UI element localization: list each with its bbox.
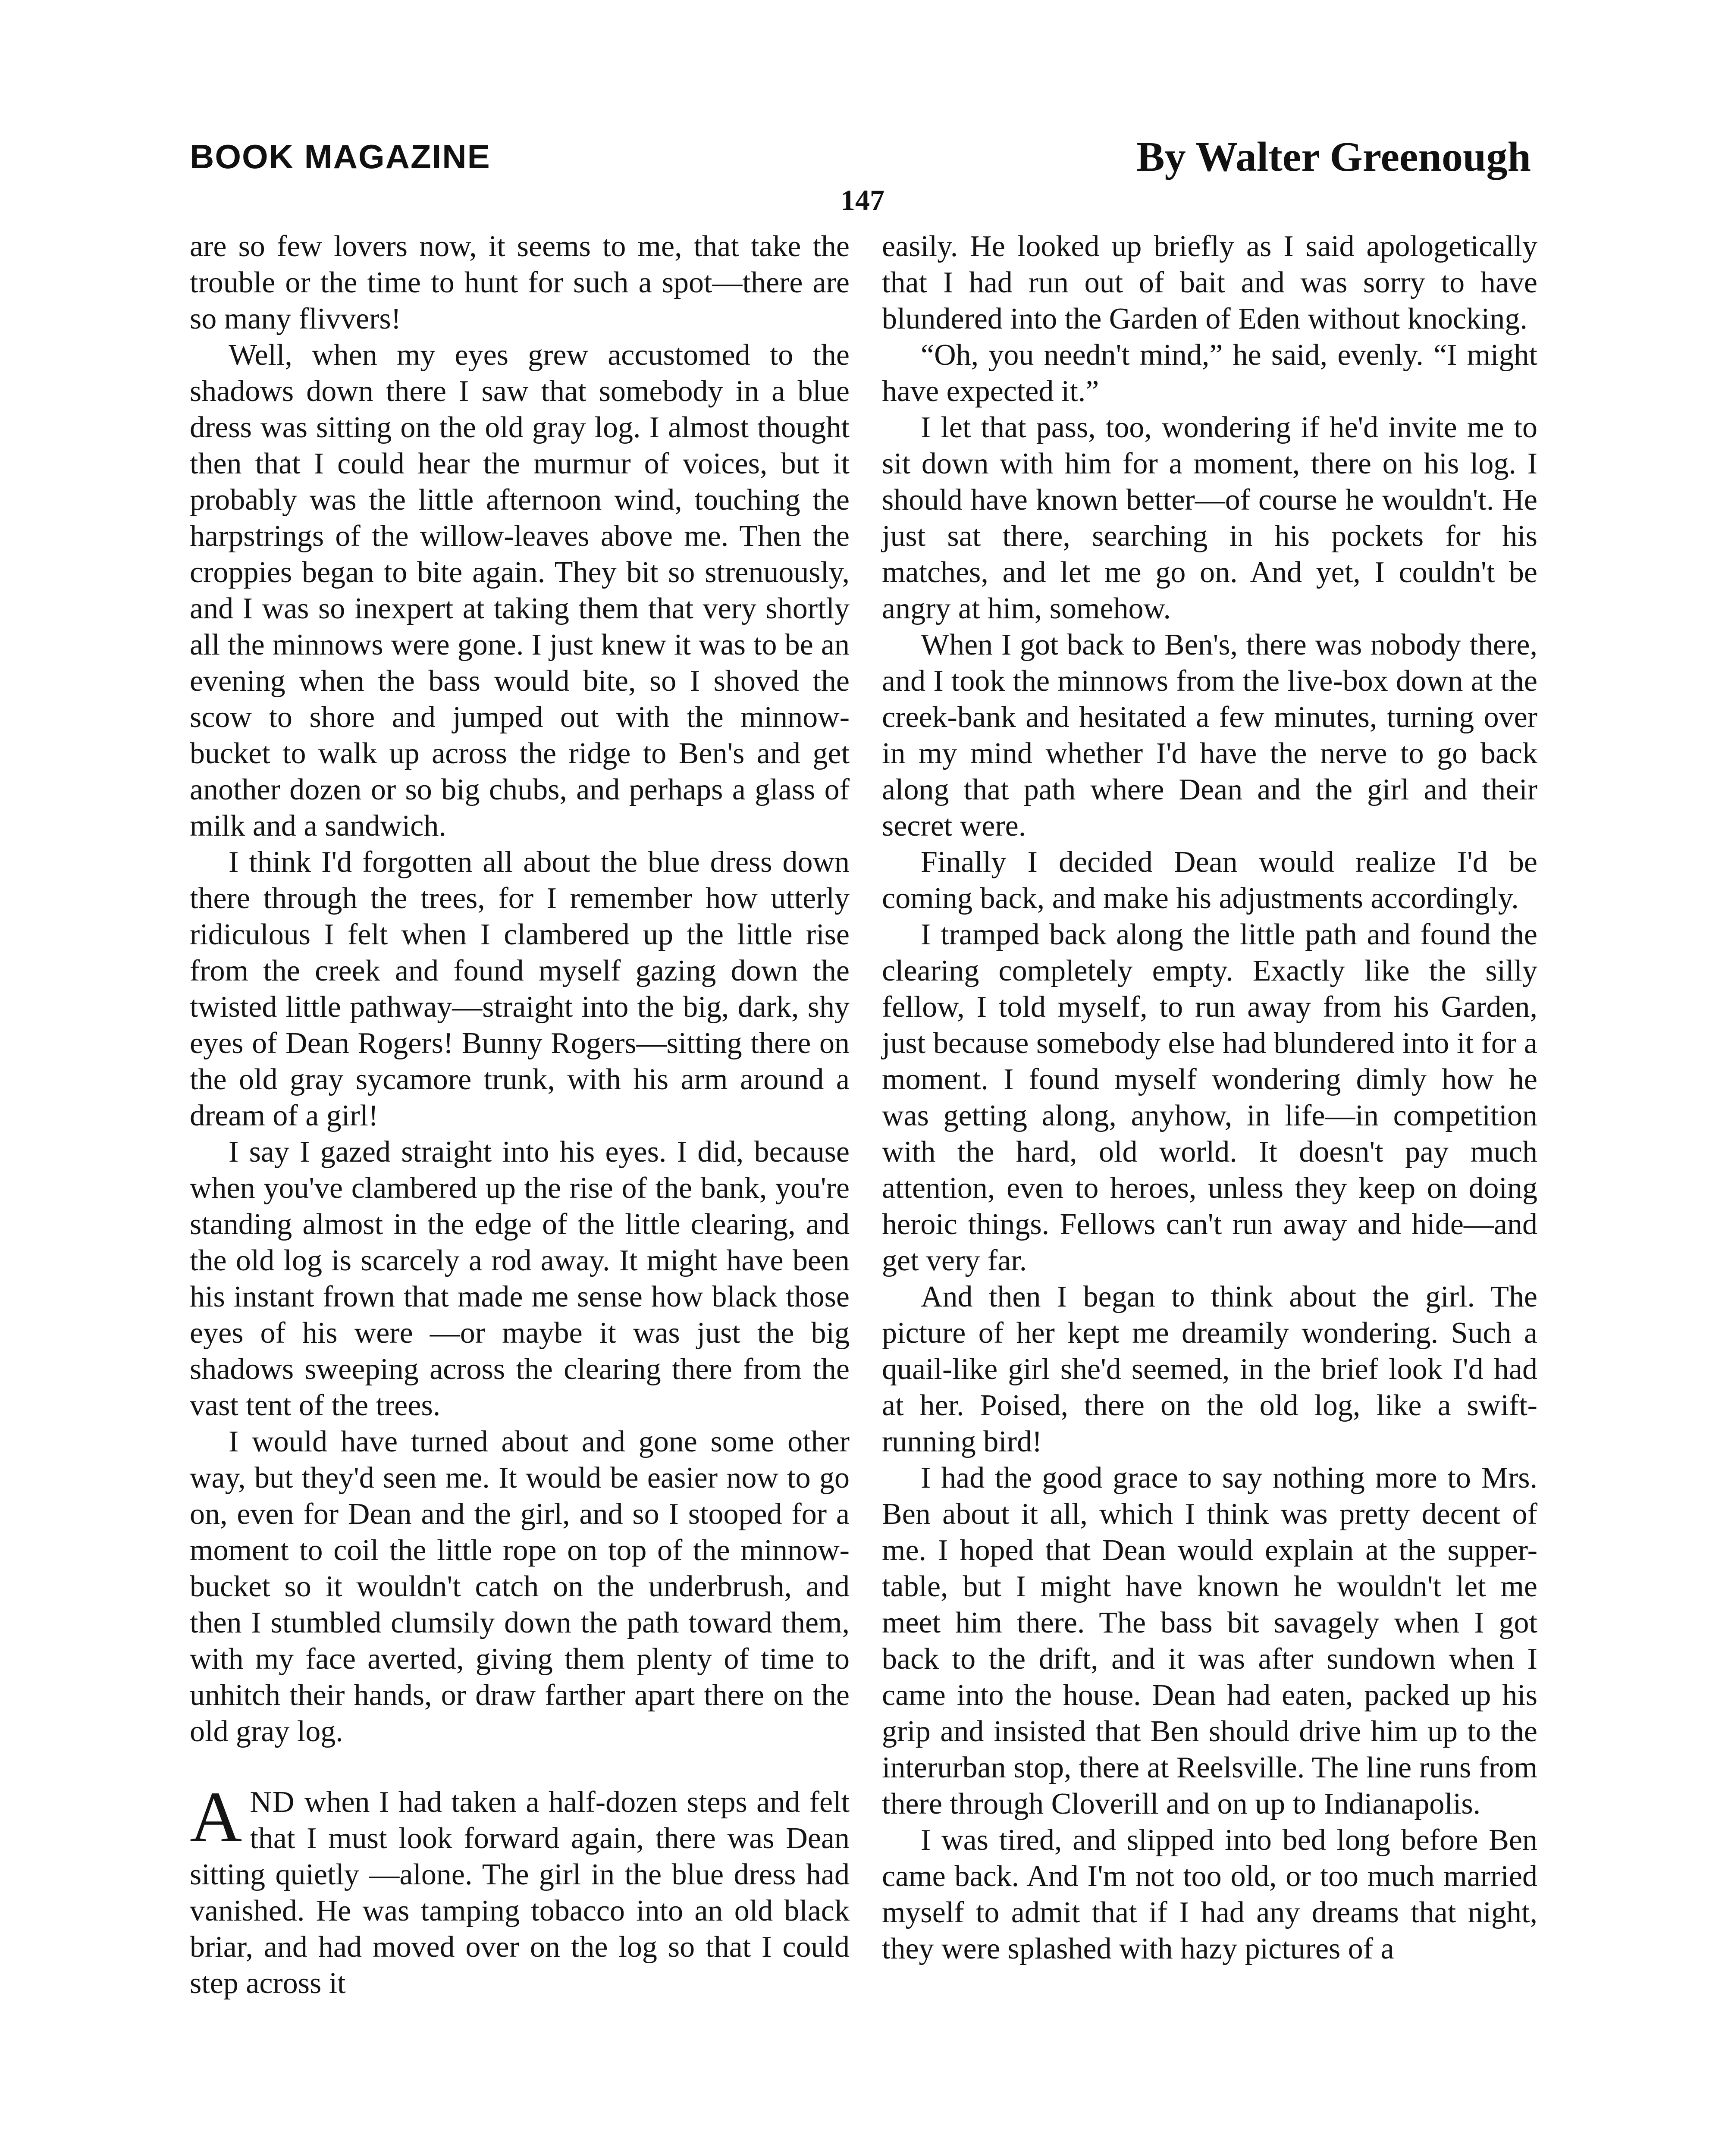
paragraph: I think I'd forgotten all about the blue dress down there through the trees, for I remember how utterly ridiculous I felt when I clambered up the little rise from the creek and found myself gazing down the twisted little pathway—straight into the big, dark, shy eyes of Dean Rogers! Bunny Rogers—sitting there on the old gray sycamore trunk, with his arm around a dream of a girl! [190,846,850,1132]
paragraph: I would have turned about and gone some other way, but they'd seen me. It would be easier now to go on, even for Dean and the girl, and so I stooped for a moment to coil the little rope on top of the minnow-bucket so it wouldn't catch on the underbrush, and then I stumbled clumsily down the path toward them, with my face averted, giving them plenty of time to unhitch their hands, or draw farther apart there on the old gray log. [190,1425,850,1748]
paragraph: I let that pass, too, wondering if he'd invite me to sit down with him for a moment, there on his log. I should have known better—of course he wouldn't. He just sat there, searching in his pockets for his matches, and let me go on. And yet, I couldn't be angry at him, somehow. [882,411,1537,625]
drop-cap: A [190,1777,242,1857]
paragraph: When I got back to Ben's, there was nobody there, and I took the minnows from the live-box down at the creek-bank and hesitated a few minutes, turning over in my mind whether I'd have the nerve to go back along that path where Dean and the girl and their secret were. [882,628,1537,843]
paragraph: easily. He looked up briefly as I said apologetically that I had run out of bait and was sorry to have blundered into the Garden of Eden without knocking. [882,230,1537,335]
paragraph: And then I began to think about the girl. The picture of her kept me dreamily wondering. Such a quail-like girl she'd seemed, in the brief look I'd had at her. Poised, there on the old log, like a swift-running bird! [882,1280,1537,1458]
paragraph: I had the good grace to say nothing more to Mrs. Ben about it all, which I think was pretty decent of me. I hoped that Dean would explain at the supper-table, but I might have known he wouldn't let me meet him there. The bass bit savagely when I got back to the drift, and it was after sundown when I came into the house. Dean had eaten, packed up his grip and insisted that Ben should drive him up to the interurban stop, there at Reelsville. The line runs from there through Cloverill and on up to Indianapolis. [882,1461,1537,1821]
lead-in: ND [250,1786,295,1819]
paragraph: “Oh, you needn't mind,” he said, evenly. “I might have expected it.” [882,338,1537,408]
author-byline: By Walter Greenough [1136,134,1531,180]
page-number: 147 [841,184,884,216]
paragraph: I say I gazed straight into his eyes. I did, because when you've clambered up the rise of the bank, you're standing almost in the edge of the little clearing, and the old log is scarcely a rod away. It might have been his instant frown that made me sense how black those eyes of his were —or maybe it was just the big shadows sweeping across the clearing there from the vast tent of the trees. [190,1135,850,1422]
left-column [190,229,850,2002]
section-text: when I had taken a half-dozen steps and felt that I must look forward again, there was Dean sitting quietly —alone. The girl in the blue dress had vanished. He was tamping tobacco into an old black briar, and had moved over on the log so that I could step across it [190,1786,850,2000]
paragraph: I tramped back along the little path and found the clearing completely empty. Exactly like the silly fellow, I told myself, to run away from his Garden, just because somebody else had blundered into it for a moment. I found myself wondering dimly how he was getting along, anyhow, in life—in competition with the hard, old world. It doesn't pay much attention, even to heroes, unless they keep on doing heroic things. Fellows can't run away and hide—and get very far. [882,918,1537,1277]
paragraph: I was tired, and slipped into bed long before Ben came back. And I'm not too old, or too much married myself to admit that if I had any dreams that night, they were splashed with hazy pictures of a [882,1824,1537,1965]
magazine-title: BOOK MAGAZINE [190,138,491,175]
running-head [190,134,1531,185]
paragraph: Finally I decided Dean would realize I'd be coming back, and make his adjustments accordingly. [882,846,1537,915]
paragraph: Well, when my eyes grew accustomed to the shadows down there I saw that somebody in a blue dress was sitting on the old gray log. I almost thought then that I could hear the murmur of voices, but it probably was the little afternoon wind, touching the harpstrings of the willow-leaves above me. Then the croppies began to bite again. They bit so strenuously, and I was so inexpert at taking them that very shortly all the minnows were gone. I just knew it was to be an evening when the bass would bite, so I shoved the scow to shore and jumped out with the minnow-bucket to walk up across the ridge to Ben's and get another dozen or so big chubs, and perhaps a glass of milk and a sandwich. [190,338,850,843]
right-column [882,229,1537,1967]
paragraph: are so few lovers now, it seems to me, that take the trouble or the time to hunt for such a spot—there are so many flivvers! [190,230,850,335]
section-paragraph [190,1777,850,2002]
